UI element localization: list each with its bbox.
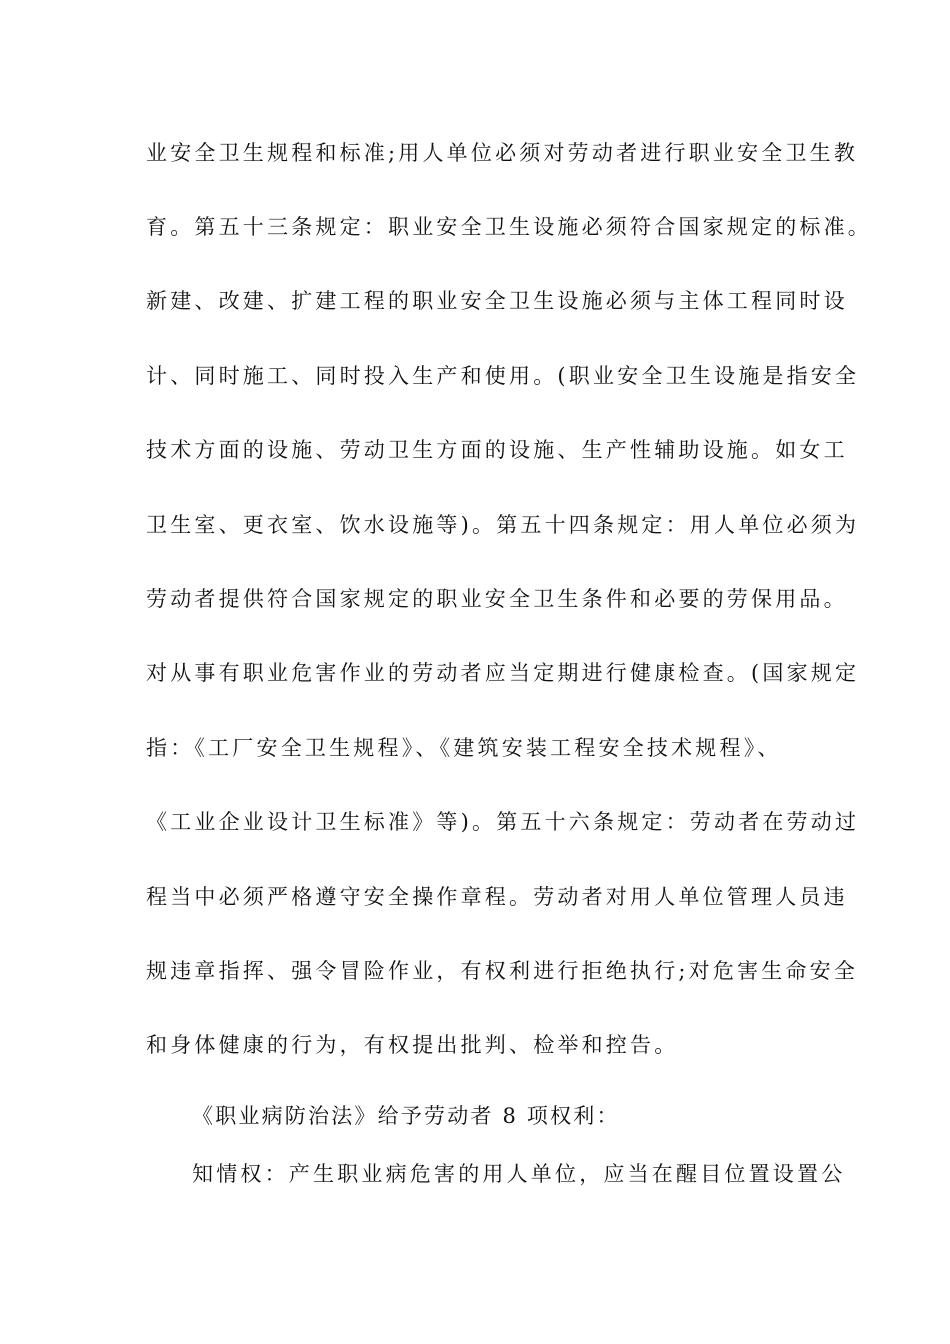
text-line-1: 业安全卫生规程和标准;用人单位必须对劳动者进行职业安全卫生教 [146,141,859,165]
text-line-9: 指：《工厂安全卫生规程》、《建筑安装工程安全技术规程》、 [146,736,782,760]
text-line-3: 新建、改建、扩建工程的职业安全卫生设施必须与主体工程同时设 [146,289,848,313]
text-line-8: 对从事有职业危害作业的劳动者应当定期进行健康检查。(国家规定 [146,661,860,685]
text-line-6: 卫生室、更衣室、饮水设施等)。第五十四条规定：用人单位必须为 [146,513,860,537]
text-line-7: 劳动者提供符合国家规定的职业安全卫生条件和必要的劳保用品。 [146,587,848,611]
text-line-4: 计、同时施工、同时投入生产和使用。(职业安全卫生设施是指安全 [146,364,860,388]
text-line-5: 技术方面的设施、劳动卫生方面的设施、生产性辅助设施。如女工 [146,438,848,462]
paragraph-rights-intro: 《职业病防治法》给予劳动者 8 项权利： [192,1104,620,1128]
text-line-2: 育。第五十三条规定：职业安全卫生设施必须符合国家规定的标准。 [146,215,872,239]
paragraph-right-to-know: 知情权：产生职业病危害的用人单位，应当在醒目位置设置公 [192,1162,846,1186]
text-line-11: 程当中必须严格遵守安全操作章程。劳动者对用人单位管理人员违 [146,885,848,909]
text-line-13: 和身体健康的行为，有权提出批判、检举和控告。 [146,1033,679,1057]
text-line-12: 规违章指挥、强令冒险作业，有权利进行拒绝执行;对危害生命安全 [146,959,859,983]
text-line-10: 《工业企业设计卫生标准》等)。第五十六条规定：劳动者在劳动过 [146,810,860,834]
